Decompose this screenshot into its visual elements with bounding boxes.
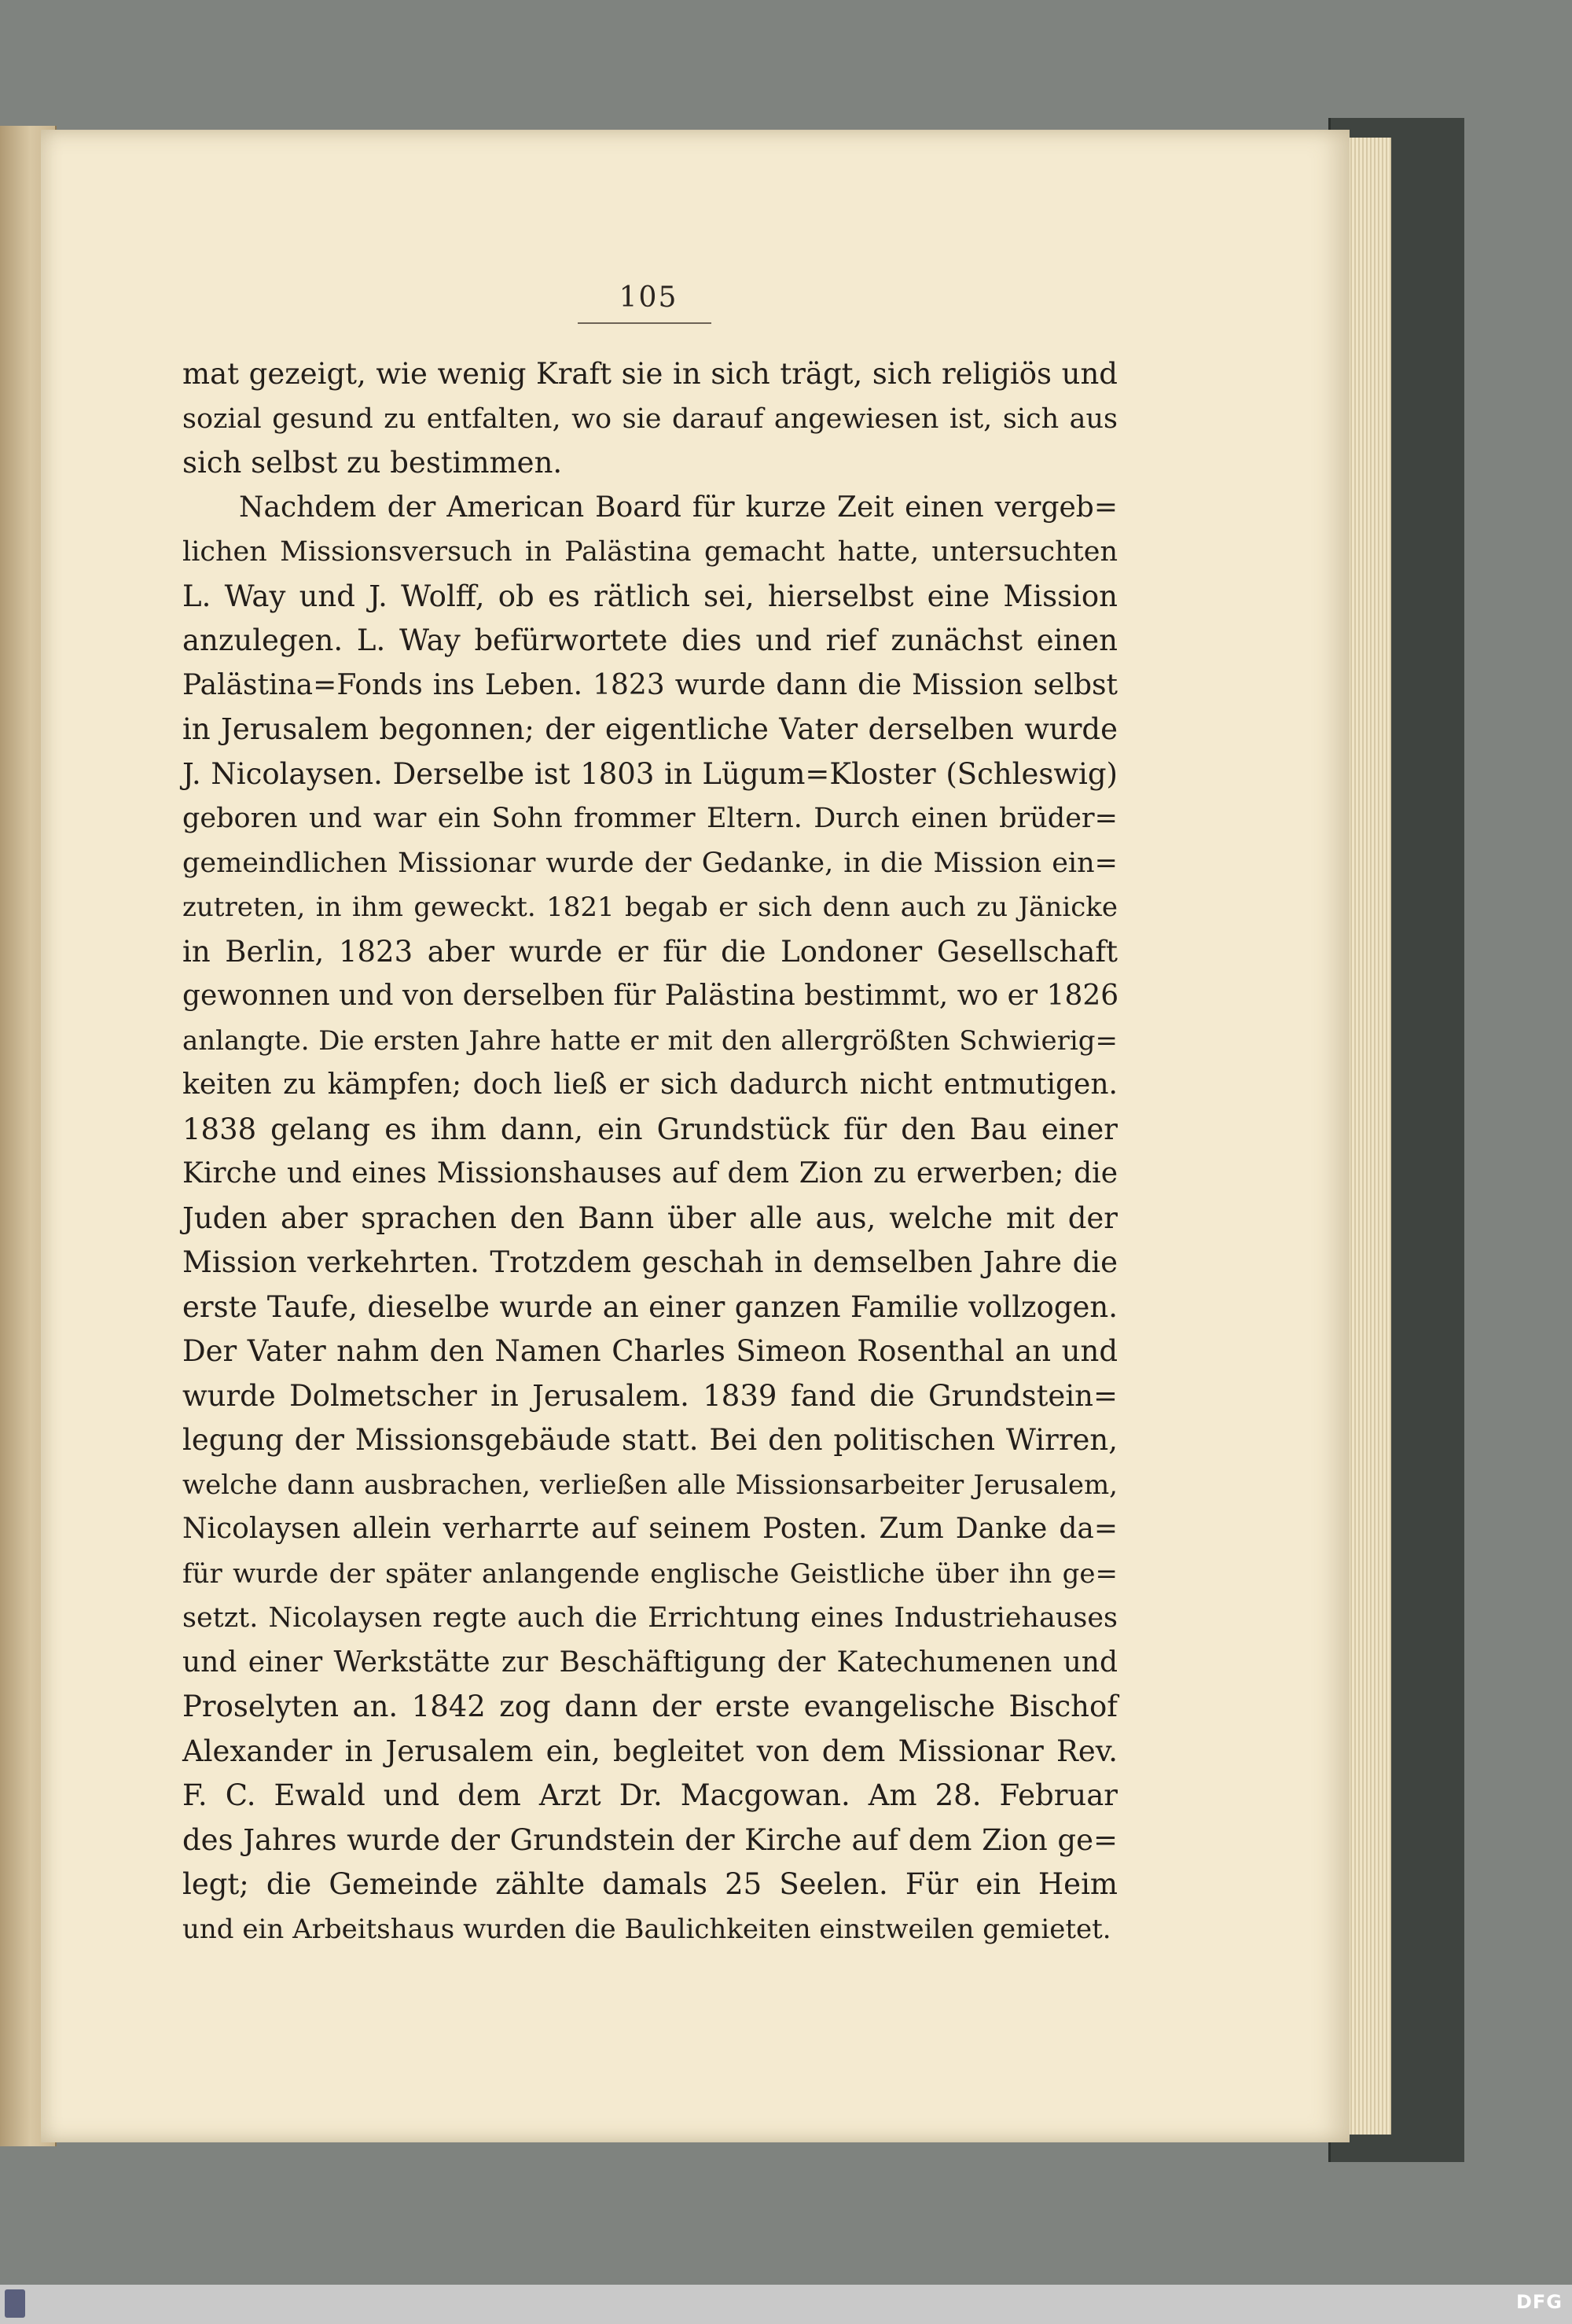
text-line: legt; die Gemeinde zählte damals 25 Seelen. Für ein Heim: [182, 1867, 1118, 1901]
text-line: wurde Dolmetscher in Jerusalem. 1839 fand die Grundstein=: [182, 1378, 1118, 1413]
text-line: L. Way und J. Wolff, ob es rätlich sei, hierselbst eine Mission: [182, 579, 1118, 613]
text-line: zutreten, in ihm geweckt. 1821 begab er sich denn auch zu Jänicke: [182, 892, 1118, 923]
text-line: Juden aber sprachen den Bann über alle aus, welche mit der: [182, 1201, 1118, 1235]
viewer-footer: [0, 2285, 1572, 2324]
text-line: gemeindlichen Missionar wurde der Gedanke, in die Mission ein=: [182, 847, 1118, 879]
text-line: für wurde der später anlangende englische Geistliche über ihn ge=: [182, 1557, 1118, 1590]
text-line: gewonnen und von derselben für Palästina bestimmt, wo er 1826: [182, 980, 1119, 1012]
text-line: lichen Missionsversuch in Palästina gemacht hatte, untersuchten: [182, 536, 1118, 568]
text-line: sich selbst zu bestimmen.: [182, 446, 563, 480]
text-line: Proselyten an. 1842 zog dann der erste evangelische Bischof: [182, 1690, 1118, 1723]
text-line: in Jerusalem begonnen; der eigentliche Vater derselben wurde: [182, 712, 1118, 746]
text-line: Alexander in Jerusalem ein, begleitet von dem Missionar Rev.: [182, 1734, 1118, 1768]
text-line: Nachdem der American Board für kurze Zeit einen vergeb=: [239, 491, 1118, 524]
text-line: legung der Missionsgebäude statt. Bei den politischen Wirren,: [182, 1423, 1118, 1457]
text-line: Mission verkehrten. Trotzdem geschah in demselben Jahre die: [182, 1245, 1118, 1279]
text-line: F. C. Ewald und dem Arzt Dr. Macgowan. Am 28. Februar: [182, 1778, 1118, 1812]
text-line: Kirche und eines Missionshauses auf dem Zion zu erwerben; die: [182, 1157, 1118, 1190]
text-line: und ein Arbeitshaus wurden die Baulichkeiten einstweilen gemietet.: [182, 1913, 1111, 1945]
text-line: mat gezeigt, wie wenig Kraft sie in sich trägt, sich religiös und: [182, 357, 1118, 391]
text-line: keiten zu kämpfen; doch ließ er sich dadurch nicht entmutigen.: [182, 1068, 1118, 1101]
text-line: erste Taufe, dieselbe wurde an einer ganzen Familie vollzogen.: [182, 1289, 1118, 1324]
text-line: anlangte. Die ersten Jahre hatte er mit den allergrößten Schwierig=: [182, 1024, 1118, 1057]
text-line: welche dann ausbrachen, verließen alle Missionsarbeiter Jerusalem,: [182, 1469, 1118, 1501]
body-text: [182, 352, 1118, 1951]
dfg-logo: DFG: [1515, 2291, 1563, 2313]
page-number-rule: [578, 322, 711, 324]
text-line: 1838 gelang es ihm dann, ein Grundstück für den Bau einer: [182, 1112, 1118, 1146]
text-line: in Berlin, 1823 aber wurde er für die Londoner Gesellschaft: [182, 934, 1118, 969]
text-line: setzt. Nicolaysen regte auch die Errichtung eines Industriehauses: [182, 1602, 1118, 1634]
page-number: 105: [619, 281, 678, 314]
text-line: Der Vater nahm den Namen Charles Simeon Rosenthal an und: [182, 1334, 1118, 1368]
text-line: des Jahres wurde der Grundstein der Kirche auf dem Zion ge=: [182, 1822, 1118, 1857]
text-line: sozial gesund zu entfalten, wo sie darauf angewiesen ist, sich aus: [182, 403, 1118, 435]
text-line: Nicolaysen allein verharrte auf seinem Posten. Zum Danke da=: [182, 1513, 1118, 1545]
text-line: Palästina=Fonds ins Leben. 1823 wurde dann die Mission selbst: [182, 668, 1118, 701]
library-logo-icon: [5, 2289, 25, 2318]
text-line: anzulegen. L. Way befürwortete dies und rief zunächst einen: [182, 623, 1118, 657]
text-line: geboren und war ein Sohn frommer Eltern. Durch einen brüder=: [182, 803, 1118, 834]
text-line: J. Nicolaysen. Derselbe ist 1803 in Lügum=Kloster (Schleswig): [182, 756, 1118, 791]
text-line: und einer Werkstätte zur Beschäftigung der Katechumenen und: [182, 1646, 1118, 1679]
